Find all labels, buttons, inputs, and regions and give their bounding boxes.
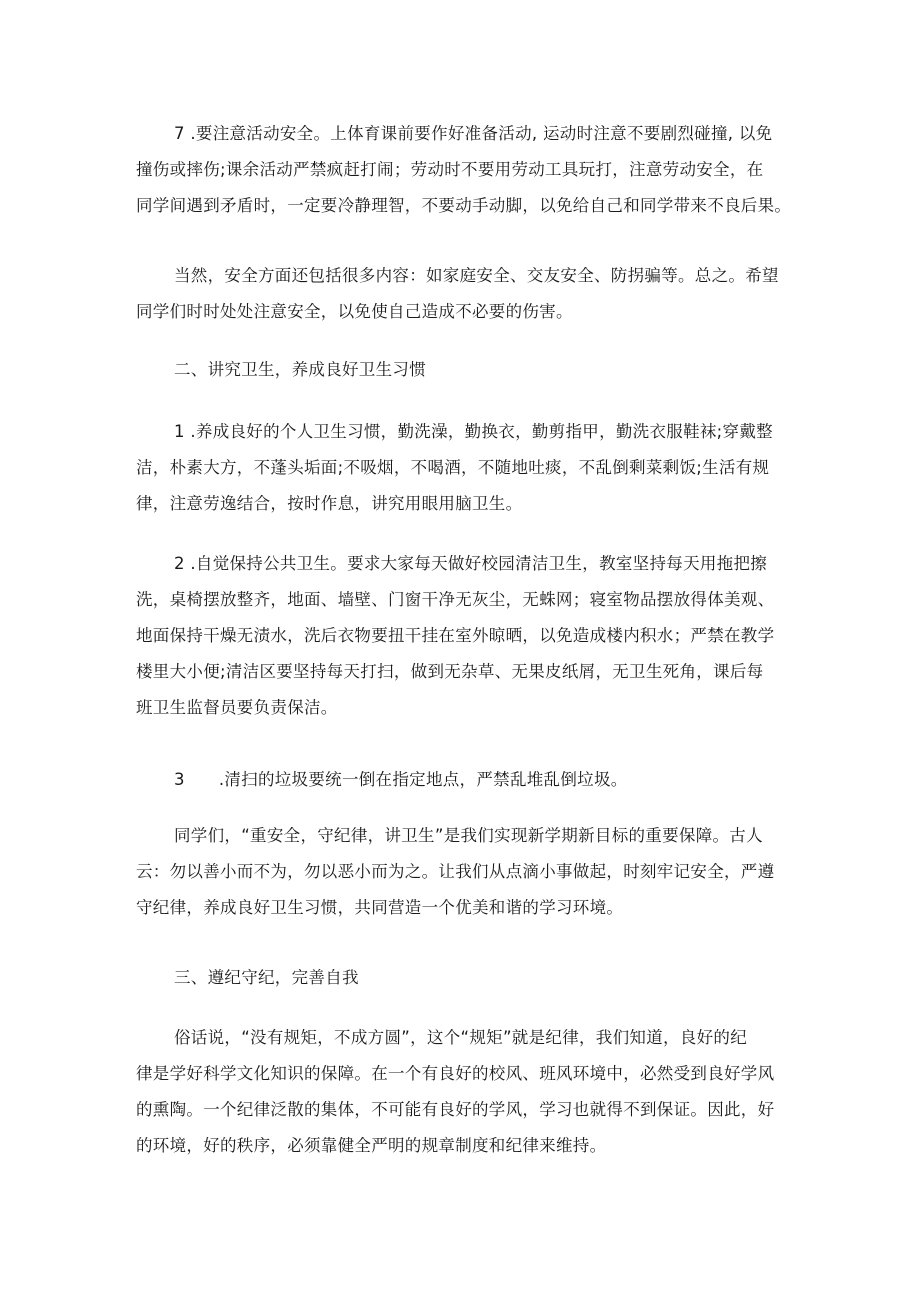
paragraph-hygiene-summary bbox=[136, 818, 796, 926]
paragraph-line: 的环境，好的秩序，必须靠健全严明的规章制度和纪律来维持。 bbox=[136, 1136, 607, 1155]
paragraph-line: 7 .要注意活动安全。上体育课前要作好准备活动, 运动时注意不要剧烈碰撞, 以免 bbox=[174, 124, 773, 143]
paragraph-line: 2 .自觉保持公共卫生。要求大家每天做好校园清洁卫生，教室坚持每天用拖把擦 bbox=[174, 554, 768, 573]
paragraph-line: 同学们时时处处注意安全，以免使自己造成不必要的伤害。 bbox=[136, 302, 573, 321]
paragraph-line: 当然，安全方面还包括很多内容：如家庭安全、交友安全、防拐骗等。总之。希望 bbox=[174, 266, 779, 285]
paragraph-garbage-disposal bbox=[136, 762, 796, 798]
paragraph-line: 洗，桌椅摆放整齐，地面、墙壁、门窗干净无灰尘，无蛛网；寝室物品摆放得体美观、 bbox=[136, 590, 775, 609]
paragraph-line: 守纪律，养成良好卫生习惯，共同营造一个优美和谐的学习环境。 bbox=[136, 898, 624, 917]
paragraph-line: 同学间遇到矛盾时，一定要冷静理智，不要动手动脚，以免给自己和同学带来不良后果。 bbox=[136, 196, 792, 215]
paragraph-line: 洁，朴素大方，不蓬头垢面;不吸烟，不喝酒，不随地吐痰，不乱倒剩菜剩饭;生活有规 bbox=[136, 458, 770, 477]
paragraph-line: 1 .养成良好的个人卫生习惯，勤洗澡，勤换衣，勤剪指甲，勤洗衣服鞋袜;穿戴整 bbox=[174, 422, 773, 441]
paragraph-line bbox=[136, 762, 796, 798]
item-text: .清扫的垃圾要统一倒在指定地点，严禁乱堆乱倒垃圾。 bbox=[218, 770, 628, 789]
paragraph-activity-safety bbox=[136, 116, 796, 224]
item-number: 3 bbox=[174, 770, 185, 789]
section-heading-hygiene: 二、讲究卫生，养成良好卫生习惯 bbox=[174, 360, 426, 379]
paragraph-discipline bbox=[136, 1020, 796, 1164]
paragraph-line: 云：勿以善小而不为，勿以恶小而为之。让我们从点滴小事做起，时刻牢记安全，严遵 bbox=[136, 862, 775, 881]
paragraph-line: 楼里大小便;清洁区要坚持每天打扫，做到无杂草、无果皮纸屑，无卫生死角，课后每 bbox=[136, 662, 764, 681]
paragraph-line: 班卫生监督员要负责保洁。 bbox=[136, 698, 338, 717]
paragraph-line: 律是学好科学文化知识的保障。在一个有良好的校风、班风环境中，必然受到良好学风 bbox=[136, 1064, 775, 1083]
paragraph-line: 律，注意劳逸结合，按时作息，讲究用眼用脑卫生。 bbox=[136, 494, 523, 513]
section-heading-discipline: 三、遵纪守纪，完善自我 bbox=[174, 968, 359, 987]
paragraph-public-hygiene bbox=[136, 546, 796, 726]
paragraph-line: 的熏陶。一个纪律泛散的集体，不可能有良好的学风，学习也就得不到保证。因此，好 bbox=[136, 1100, 775, 1119]
paragraph-personal-hygiene bbox=[136, 414, 796, 522]
paragraph-safety-summary bbox=[136, 258, 796, 330]
paragraph-line: 同学们，“重安全，守纪律，讲卫生”是我们实现新学期新目标的重要保障。古人 bbox=[174, 826, 763, 845]
paragraph-line: 撞伤或摔伤;课余活动严禁疯赶打闹；劳动时不要用劳动工具玩打，注意劳动安全，在 bbox=[136, 160, 764, 179]
paragraph-line: 地面保持干燥无渍水，洗后衣物要扭干挂在室外晾晒，以免造成楼内积水；严禁在教学 bbox=[136, 626, 775, 645]
paragraph-line: 俗话说，“没有规矩，不成方圆”，这个“规矩”就是纪律，我们知道，良好的纪 bbox=[174, 1028, 747, 1047]
